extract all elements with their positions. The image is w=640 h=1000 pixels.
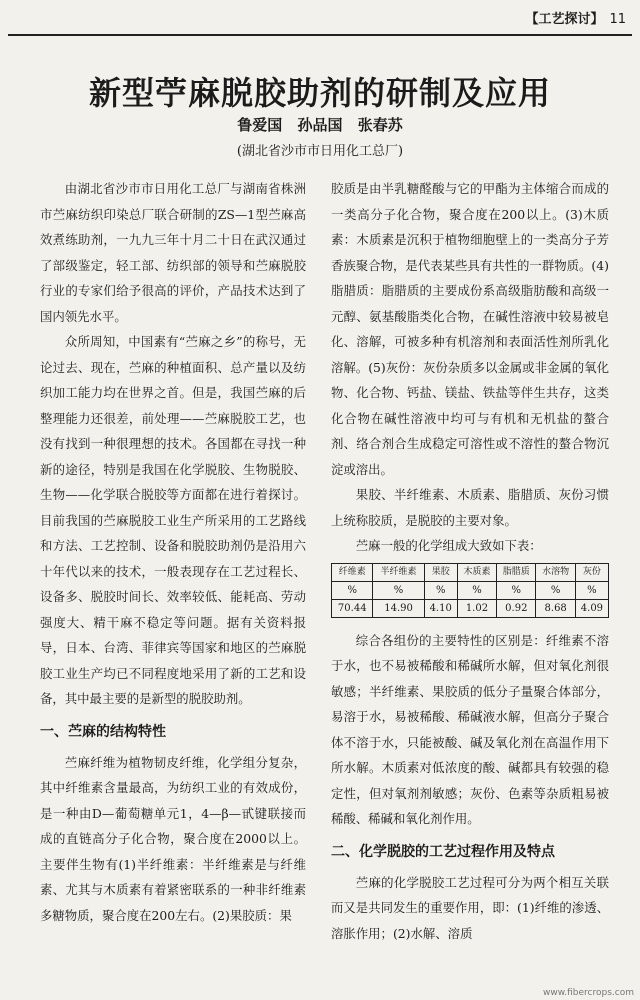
header-rule xyxy=(8,34,632,36)
section-heading-process: 二、化学脱胶的工艺过程作用及特点 xyxy=(331,843,555,860)
table-unit-row xyxy=(332,581,609,599)
table-header-cell: 果胶 xyxy=(424,563,457,581)
right-column xyxy=(331,176,609,946)
table-header-cell: 水溶物 xyxy=(536,563,575,581)
table-unit-cell: % xyxy=(424,581,457,599)
continued-paragraph: 胶质是由半乳糖醛酸与它的甲酯为主体缩合而成的一类高分子化合物，聚合度在200以上。(3)木质素：木质素是沉积于植物细胞壁上的一类高分子芳香族聚合物，是代表某些具有共性的一群物质。(4)脂腊质：脂腊质的主要成份系高级脂肪酸和高级一元醇、氨基酸脂类化合物，在碱性溶液中较易被皂化、溶解，可被多种有机溶剂和表面活性剂所乳化溶解。(5)灰份：灰份杂质多以金属或非金属的氧化物、化合物、钙盐、镁盐、铁盐等伴生共存，这类化合物在碱性溶液中均可与有机和无机盐的螯合剂、络合剂合生成稳定可溶性或不溶性的螯合物沉淀或溶出。 xyxy=(331,181,609,477)
author-list xyxy=(0,114,640,135)
page-number: 11 xyxy=(609,12,626,27)
gum-summary-paragraph: 果胶、半纤维素、木质素、脂腊质、灰份习惯上统称胶质，是脱胶的主要对象。 xyxy=(331,487,609,528)
left-column xyxy=(40,176,306,928)
table-header-cell: 纤维素 xyxy=(332,563,373,581)
table-header-cell: 半纤维素 xyxy=(373,563,424,581)
section-label: 【工艺探讨】 xyxy=(525,12,604,27)
table-unit-cell: % xyxy=(373,581,424,599)
author-name: 张春苏 xyxy=(357,116,403,134)
section-heading-structure: 一、苎麻的结构特性 xyxy=(40,723,166,740)
affiliation: (湖北省沙市市日用化工总厂) xyxy=(236,144,404,159)
table-header-cell: 灰份 xyxy=(575,563,608,581)
background-paragraph: 众所周知，中国素有“苎麻之乡”的称号，无论过去、现在，苎麻的种植面积、总产量以及纺织加工能力均在世界之首。但是，我国苎麻的后整理能力还很差，前处理——苎麻脱胶工艺，也没有找到一种很理想的技术。各国都在寻找一种新的途径，特别是我国在化学脱胶、生物脱胶、生物——化学联合脱胶等方面都在进行着探讨。目前我国的苎麻脱胶工业生产所采用的工艺路线和方法、工艺控制、设备和脱胶助剂仍是沿用六十年代以来的技术，一般表现存在工艺过程长、设备多、脱胶时间长、效率较低、能耗高、劳动强度大、精干麻不稳定等问题。据有关资料报导，日本、台湾、菲律宾等国家和地区的苎麻脱胶工业生产均已不同程度地采用了新的工艺和设备，其中最主要的是新型的脱胶助剂。 xyxy=(40,334,306,706)
article-title: 新型苧麻脱胶助剂的研制及应用 xyxy=(88,74,551,112)
author-name: 鲁爱国 xyxy=(237,116,283,134)
watermark-text: www.fibercrops.com xyxy=(543,988,634,998)
process-paragraph: 苎麻的化学脱胶工艺过程可分为两个相互关联而又是共同发生的重要作用，即：(1)纤维的渗透、溶胀作用；(2)水解、溶质 xyxy=(331,874,609,941)
table-value-cell: 1.02 xyxy=(457,599,496,617)
table-header-row xyxy=(332,563,609,581)
table-value-cell: 4.09 xyxy=(575,599,608,617)
table-value-cell: 8.68 xyxy=(536,599,575,617)
table-header-cell: 脂腊质 xyxy=(497,563,536,581)
table-unit-cell: % xyxy=(575,581,608,599)
table-unit-cell: % xyxy=(536,581,575,599)
table-value-cell: 14.90 xyxy=(373,599,424,617)
table-value-row xyxy=(332,599,609,617)
table-value-cell: 0.92 xyxy=(497,599,536,617)
running-header xyxy=(525,8,626,27)
table-unit-cell: % xyxy=(497,581,536,599)
table-unit-cell: % xyxy=(332,581,373,599)
intro-paragraph: 由湖北省沙市市日用化工总厂与湖南省株洲市苎麻纺织印染总厂联合研制的ZS—1型苎麻高效煮练助剂，一九九三年十月二十日在武汉通过了部级鉴定，轻工部、纺织部的领导和苎麻脱胶行业的专家们给予很高的评价，产品技术达到了国内领先水平。 xyxy=(40,181,306,324)
composition-table xyxy=(331,563,609,618)
properties-paragraph: 综合各组份的主要特性的区别是：纤维素不溶于水，也不易被稀酸和稀碱所水解，但对氧化剂很敏感；半纤维素、果胶质的低分子量聚合体部分，易溶于水，易被稀酸、稀碱液水解，但高分子聚合体不溶于水，只能被酸、碱及氧化剂在高温作用下所水解。木质素对低浓度的酸、碱都具有较强的稳定性，但对氧剂剂敏感；灰份、色素等杂质粗易被稀酸、稀碱和氧化剂作用。 xyxy=(331,632,609,826)
table-value-cell: 70.44 xyxy=(332,599,373,617)
table-value-cell: 4.10 xyxy=(424,599,457,617)
author-name: 孙品国 xyxy=(297,116,343,134)
structure-paragraph: 苎麻纤维为植物韧皮纤维，化学组分复杂，其中纤维素含量最高，为纺织工业的有效成份，是一种由D—葡萄糖单元1，4—β—甙键联接而成的直链高分子化合物，聚合度在2000以上。主要伴生物有(1)半纤维素：半纤维素是与纤维素、尤其与木质素有着紧密联系的一种非纤维素多糖物质，聚合度在200左右。(2)果胶质：果 xyxy=(40,754,306,923)
table-intro: 苎麻一般的化学组成大致如下表： xyxy=(355,538,542,553)
table-unit-cell: % xyxy=(457,581,496,599)
table-header-cell: 木质素 xyxy=(457,563,496,581)
